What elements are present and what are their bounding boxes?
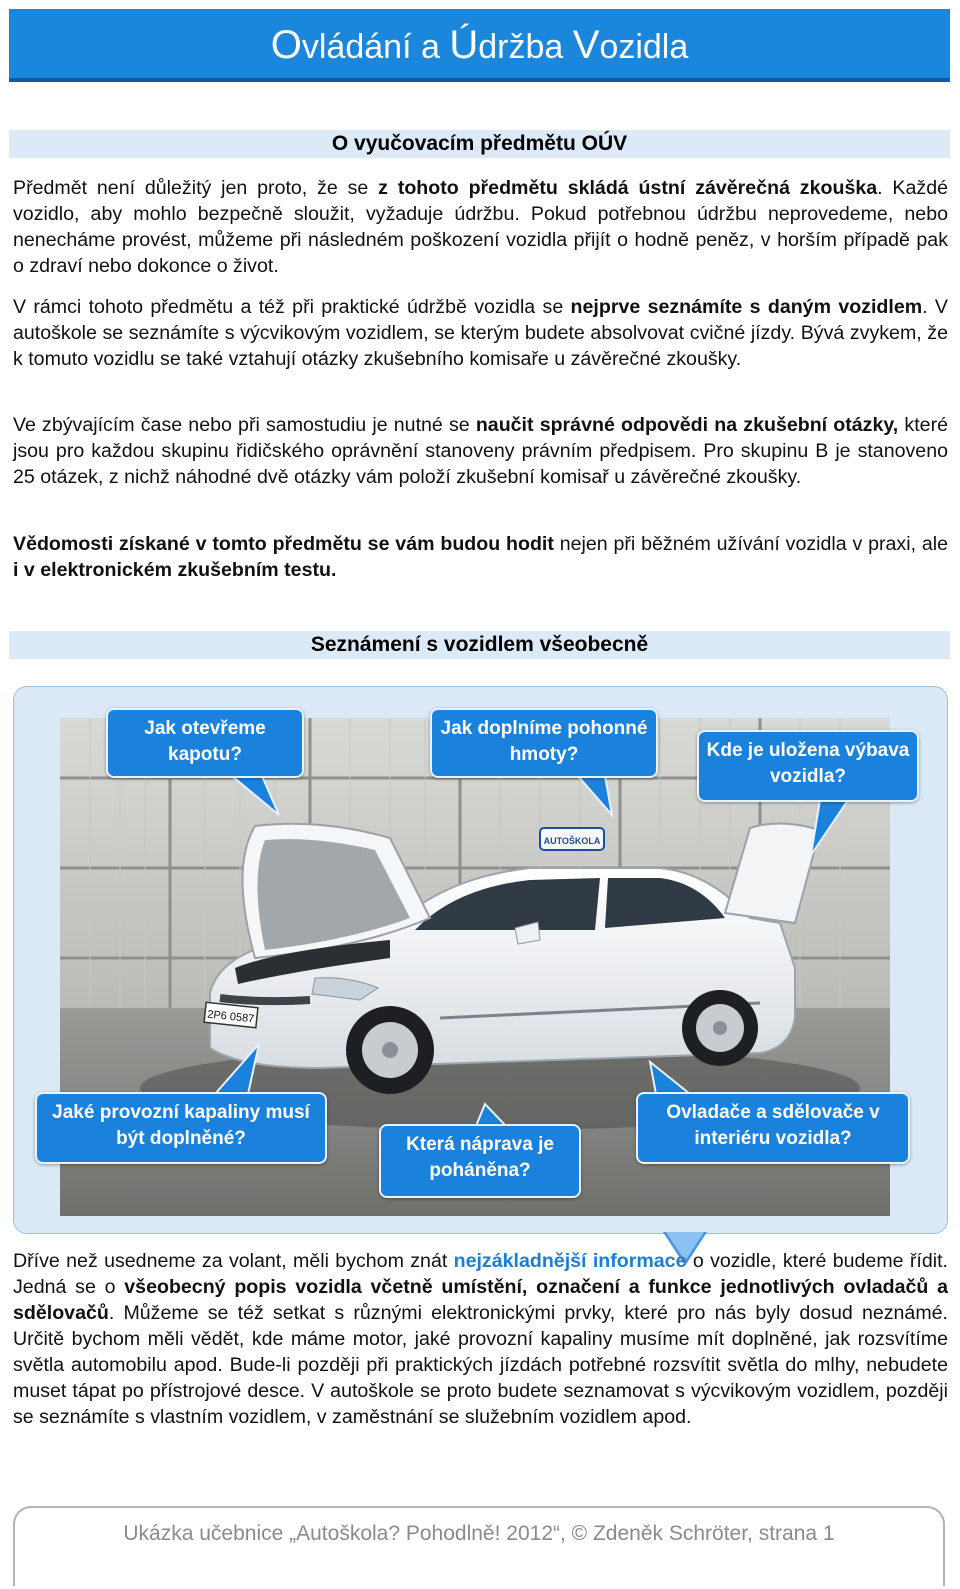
text-run: . V autoškole se seznámíte s výcvikovým vozidlem, se kterým budete absolvovat cvičné jízdy. Bývá zvykem, že k tomuto vozidlu se také vztahují otázky zkušebního komisaře u závěrečné zkoušky. [13,296,949,370]
roof-sign-text: AUTOŠKOLA [543,836,601,846]
callout-fluids: Jaké provozní kapaliny musí být doplněné? [35,1092,327,1164]
text-run-bold: Vědomosti získané v tomto předmětu se vám budou hodit [13,533,554,555]
text-run-bold: nejprve seznámíte s daným vozidlem [570,296,923,318]
callout-refuel: Jak doplníme pohonné hmoty? [430,708,658,778]
title-initial: O [270,23,302,67]
text-run-highlight: nejzákladnější informace [453,1250,687,1272]
callout-tail-fuel [578,776,612,815]
callout-tail-fluids [215,1044,259,1094]
paragraph-overview [13,1248,948,1430]
text-run: Dříve než usedneme za volant, měli bychom znát [13,1250,454,1272]
title-initial: V [572,23,600,67]
section-heading-vehicle: Seznámení s vozidlem všeobecně [9,631,950,659]
title-fragment: vládání a [301,28,450,66]
text-run: o vozidle, které budeme řídit. Jedná se o [13,1250,948,1298]
callout-open-hood: Jak otevřeme kapotu? [106,708,304,778]
text-run: Ve zbývajícím čase nebo při samostudiu je nutné se [13,414,476,436]
text-run-bold: i v elektronickém zkušebním testu. [13,559,337,581]
text-run: Předmět není důležitý jen proto, že se [13,177,379,199]
text-run-bold: z tohoto předmětu skládá ústní závěrečná zkouška [378,177,878,199]
callout-drive-axle: Která náprava je poháněna? [379,1124,581,1198]
title-fragment: ozidla [599,28,689,66]
text-run: . Můžeme se též setkat s různými elektronickými prvky, které pro nás byly dosud neznámé. Určitě bychom měli vědět, kde máme motor, jaké provozní kapaliny musíme mít doplněné, jak rozsvítíme světla automobilu apod. Bude-li později při praktických jízdách potřebné rozsvítit světla do mlhy, nebudete muset tápat po přístrojové desce. V autoškole se proto budete seznamovat s výcvikovým vozidlem, později se seznámíte s vlastním vozidlem, v zaměstnání se služebním vozidlem apod. [13,1302,948,1428]
callout-controls: Ovladače a sdělovače v interiéru vozidla? [636,1092,910,1164]
callout-tail-axle [476,1104,506,1126]
page-footer [13,1506,945,1586]
callout-equipment: Kde je uložena výbava vozidla? [697,730,919,802]
callout-tail-hood [232,776,279,815]
callout-tail-kit [811,800,848,855]
section-heading-course: O vyučovacím předmětu OÚV [9,130,950,158]
text-run-bold: naučit správné odpovědi na zkušební otázky, [475,414,899,436]
text-run: nejen při běžném užívání vozidla v praxi, ale [553,533,948,555]
title-initial: Ú [449,23,479,67]
footer-text: Ukázka učebnice „Autoškola? Pohodlně! 2012“, © Zdeněk Schröter, strana 1 [123,1522,835,1545]
text-run: V rámci tohoto předmětu a též při praktické údržbě vozidla se [13,296,571,318]
callout-tail-controls [650,1062,690,1094]
title-fragment: držba [478,28,573,66]
license-plate-text: 2P6 0587 [206,1008,255,1026]
text-run: které jsou pro každou skupinu řidičského oprávnění stanoveny právním předpisem. Pro skupinu B je stanoveno 25 otázek, z nichž náhodné dvě otázky vám položí zkušební komisař u závěrečné zkoušky. [13,414,948,488]
text-run: . Každé vozidlo, aby mohlo bezpečně sloužit, vyžaduje údržbu. Pokud potřebnou údržbu neprovedeme, nebo nenecháme provést, můžeme při následném poškození vozidla přijít o hodně peněz, v horším případě pak o zdraví nebo dokonce o život. [13,177,948,277]
text-run-bold: všeobecný popis vozidla včetně umístění, označení a funkce jednotlivých ovladačů a sdělovačů [13,1276,949,1324]
